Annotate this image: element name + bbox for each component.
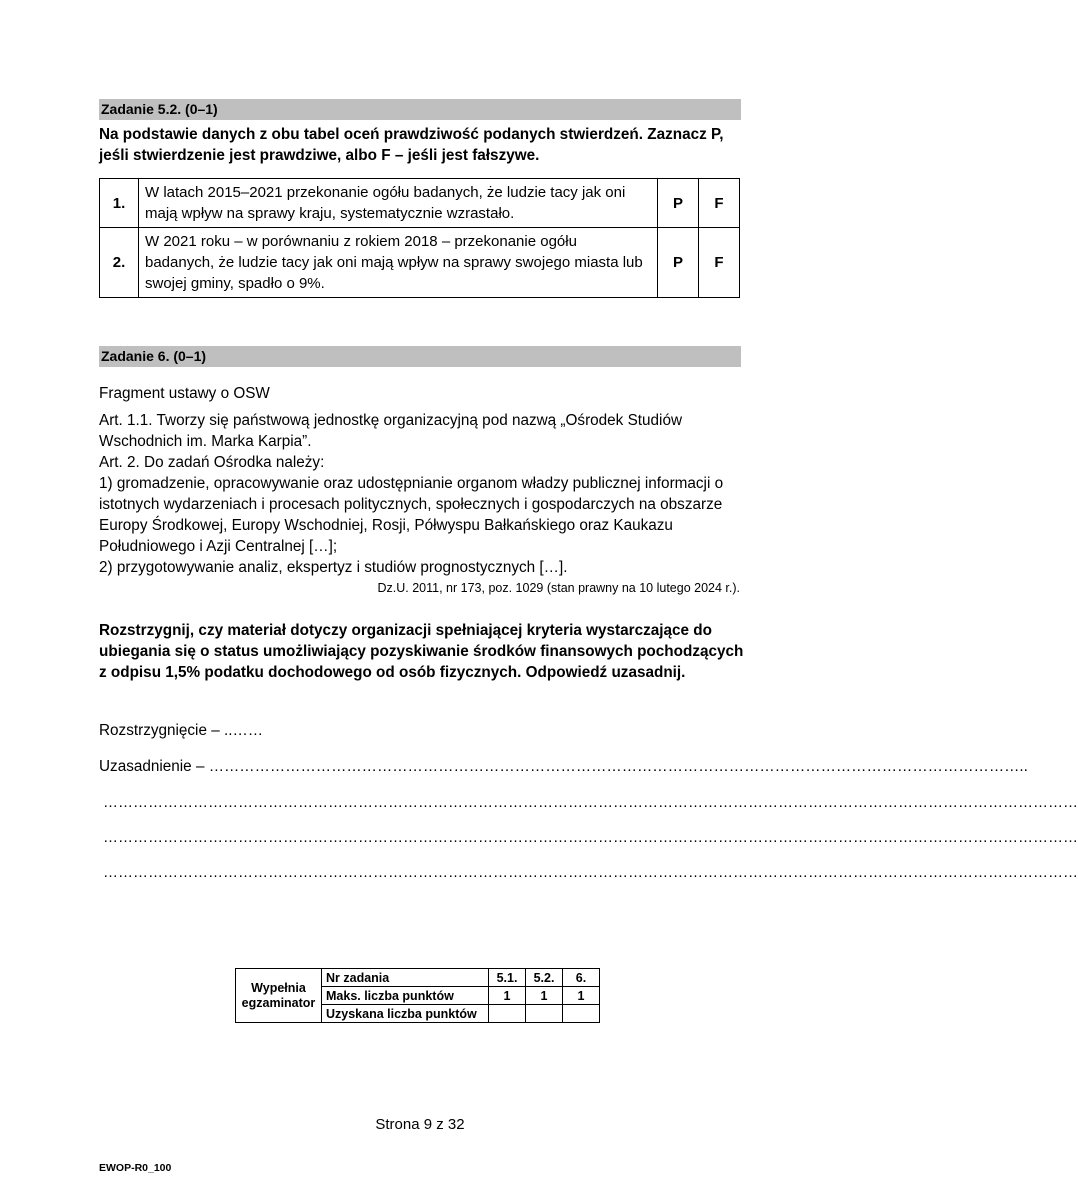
article-2-point-2: 2) przygotowywanie analiz, ekspertyz i studiów prognostycznych […]. bbox=[99, 559, 568, 576]
article-2-point-1: 1) gromadzenie, opracowywanie oraz udostępnianie organom władzy publicznej informacji o istotnych wydarzeniach i procesach politycznych, społecznych i gospodarczych na obszarze Europy Środkowej, Europy Wschodniej, Rosji, Półwyspu Bałkańskiego oraz Kaukazu Południowego i Azji Centralnej […]; bbox=[99, 475, 724, 555]
answer-line[interactable]: …………………………………………………………………………………………………………………………………………………………………………… bbox=[103, 829, 1078, 846]
max-points-cell: 1 bbox=[489, 987, 526, 1005]
answer-line[interactable]: …………………………………………………………………………………………………………………………………………………………………………… bbox=[103, 864, 1078, 881]
document-code: EWOP-R0_100 bbox=[99, 1162, 172, 1174]
obtained-points-label: Uzyskana liczba punktów bbox=[322, 1005, 489, 1023]
statement-number: 1. bbox=[100, 179, 139, 228]
max-points-cell: 1 bbox=[526, 987, 563, 1005]
false-option[interactable]: F bbox=[699, 179, 740, 228]
statement-text: W 2021 roku – w porównaniu z rokiem 2018 – przekonanie ogółu badanych, że ludzie tacy jak oni mają wpływ na sprawy swojego miasta lub swojej gminy, spadło o 9%. bbox=[139, 228, 658, 298]
task-number-label: Nr zadania bbox=[322, 969, 489, 987]
source-citation: Dz.U. 2011, nr 173, poz. 1029 (stan prawny na 10 lutego 2024 r.). bbox=[377, 581, 740, 595]
true-option[interactable]: P bbox=[658, 179, 699, 228]
statement-row bbox=[100, 179, 740, 228]
task-6-instruction: Rozstrzygnij, czy materiał dotyczy organizacji spełniającej kryteria wystarczające do ubiegania się o status umożliwiający pozyskiwanie środków finansowych pochodzących z odpisu 1,5% podatku dochodowego od osób fizycznych. Odpowiedź uzasadnij. bbox=[99, 622, 744, 681]
obtained-points-cell[interactable] bbox=[563, 1005, 600, 1023]
fragment-title: Fragment ustawy o OSW bbox=[99, 385, 270, 402]
max-points-cell: 1 bbox=[563, 987, 600, 1005]
statement-row bbox=[100, 228, 740, 298]
true-option[interactable]: P bbox=[658, 228, 699, 298]
task-number-cell: 6. bbox=[563, 969, 600, 987]
obtained-points-cell[interactable] bbox=[489, 1005, 526, 1023]
justification-field[interactable]: Uzasadnienie – …………………………………………………………………………………………………………………………………………….. bbox=[99, 758, 1028, 775]
score-table bbox=[235, 968, 600, 1023]
page-number: Strona 9 z 32 bbox=[375, 1116, 465, 1133]
statements-table bbox=[99, 178, 740, 298]
article-1: Art. 1.1. Tworzy się państwową jednostkę organizacyjną pod nazwą „Ośrodek Studiów Wschodnich im. Marka Karpia”. bbox=[99, 412, 682, 450]
statement-number: 2. bbox=[100, 228, 139, 298]
score-row-task bbox=[236, 969, 600, 987]
task-5-2-header: Zadanie 5.2. (0–1) bbox=[99, 99, 741, 120]
task-number-cell: 5.2. bbox=[526, 969, 563, 987]
statement-text: W latach 2015–2021 przekonanie ogółu badanych, że ludzie tacy jak oni mają wpływ na sprawy kraju, systematycznie wzrastało. bbox=[139, 179, 658, 228]
examiner-label: Wypełnia egzaminator bbox=[236, 969, 322, 1023]
obtained-points-cell[interactable] bbox=[526, 1005, 563, 1023]
false-option[interactable]: F bbox=[699, 228, 740, 298]
decision-field[interactable]: Rozstrzygnięcie – ..…… bbox=[99, 722, 264, 739]
task-number-cell: 5.1. bbox=[489, 969, 526, 987]
answer-line[interactable]: …………………………………………………………………………………………………………………………………………………………………………… bbox=[103, 794, 1078, 811]
article-2: Art. 2. Do zadań Ośrodka należy: bbox=[99, 454, 325, 471]
task-6-header: Zadanie 6. (0–1) bbox=[99, 346, 741, 367]
max-points-label: Maks. liczba punktów bbox=[322, 987, 489, 1005]
task-5-2-instruction: Na podstawie danych z obu tabel oceń prawdziwość podanych stwierdzeń. Zaznacz P, jeśli stwierdzenie jest prawdziwe, albo F – jeśli jest fałszywe. bbox=[99, 126, 724, 164]
